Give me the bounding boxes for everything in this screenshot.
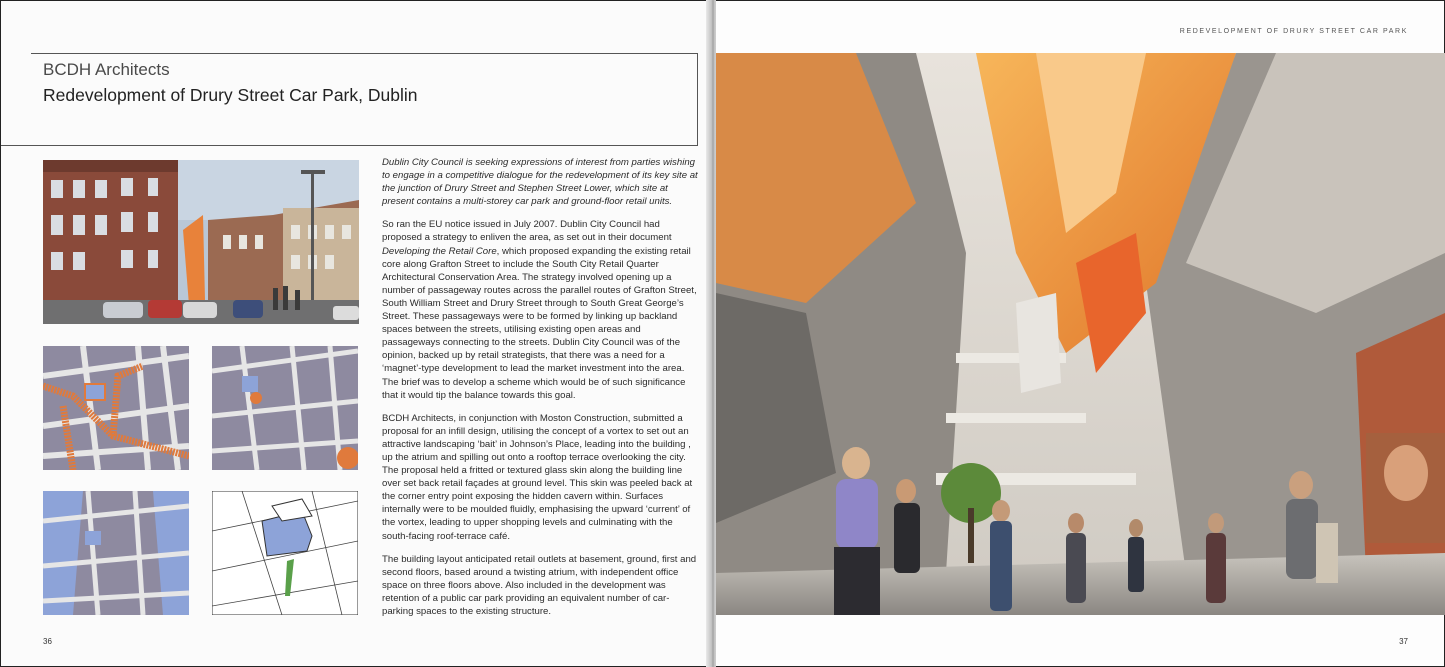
article-body [382,156,699,628]
document-title: Developing the Retail Core [382,245,497,257]
page-number-left: 36 [43,637,52,646]
right-page [716,0,1445,667]
title-box [31,53,698,146]
title-rule [1,145,31,146]
paragraph-1 [382,218,699,401]
page-number-right: 37 [1399,637,1408,646]
street-photo [43,160,359,324]
paragraph-1-end: , which proposed expanding the existing retail core along Grafton Street to include the South City Retail Quarter Architectural Conservation Area. The strategy involved opening up a number of passageway routes across the parallel routes of Grafton Street, South William Street and Drury Street through to South Great George’s Street. These passageways were to be formed by linking up backland spaces between the streets, utilising existing open areas and passageways connecting to the streets. Dublin City Council was of the opinion, backed up by retail strategists, that there was a need for a ‘magnet’-type development to lead the market investment into the area. The brief was to develop a scheme which would be of such significance that it would tip the balance towards this goal. [382,245,697,401]
paragraph-2: BCDH Architects, in conjunction with Moston Construction, submitted a proposal for an infill design, utilising the concept of a vortex to set out an attractive landscaping ‘bait’ in Johnson’s Place, leading into the building , up the atrium and spilling out onto a rooftop terrace overlooking the city. The proposal held a fritted or textured glass skin along the building line over set back retail façades at ground level. This skin was peeled back at the corner entry point exposing the hidden cavern within. Surfaces internally were to be moulded fluidly, emphasising the upward ‘current’ of the vortex, leading to upper shopping levels and culminating with the south-facing roof-terrace café. [382,412,693,542]
paragraph-3: The building layout anticipated retail outlets at basement, ground, first and second floors, based around a twisting atrium, with independent office space on three floors above. Also included in the development was retention of a public car park providing an equivalent number of car-parking spaces to the existing structure. [382,553,697,617]
project-title: Redevelopment of Drury Street Car Park, Dublin [43,85,418,105]
site-map-blue-areas [43,491,189,615]
intro-paragraph: Dublin City Council is seeking expressions of interest from parties wishing to engage in a competitive dialogue for the redevelopment of its key site at the junction of Drury Street and Stephen Street Lower, which site at present contains a multi-storey car park and ground-floor retail units. [382,157,698,208]
atrium-rendering [716,53,1445,615]
architect-name: BCDH Architects [43,60,170,79]
site-map-routes [43,346,189,470]
running-head: REDEVELOPMENT OF DRURY STREET CAR PARK [1179,28,1408,35]
left-page [0,0,712,667]
site-axonometric-drawing [212,491,358,615]
site-map-location [212,346,358,470]
paragraph-1-start: So ran the EU notice issued in July 2007. Dublin City Council had proposed a strategy to enliven the area, as set out in their document [382,219,672,244]
